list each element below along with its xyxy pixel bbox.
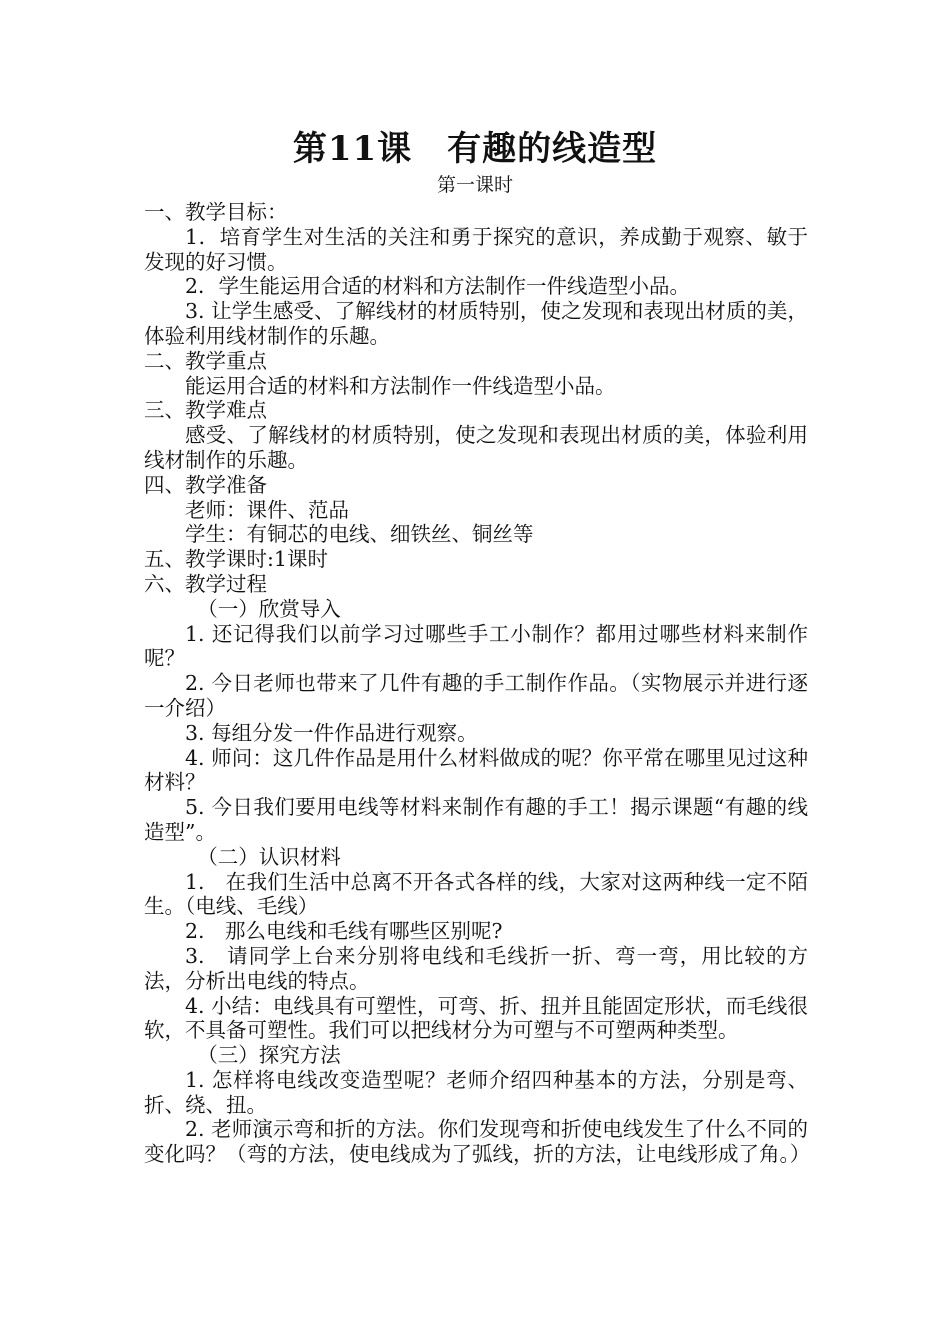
body-paragraph: 3. 每组分发一件作品进行观察。 [185,720,478,745]
body-paragraph: 1. 在我们生活中总离不开各式各样的线，大家对这两种线一定不陌生。（电线、毛线） [144,869,808,919]
section-heading: 六、教学过程 [144,571,267,596]
subsection-heading: （三）探究方法 [197,1043,341,1068]
body-paragraph: 学生：有铜芯的电线、细铁丝、铜丝等 [185,522,534,547]
section-heading: 五、教学课时:1课时 [144,547,328,572]
section-heading: 一、教学目标： [144,200,288,224]
body-paragraph: 5. 今日我们要用电线等材料来制作有趣的手工！揭示课题“有趣的线造型”。 [144,795,808,844]
lesson-title: 第11课 有趣的线造型 [292,129,658,169]
body-paragraph: 1. 怎样将电线改变造型呢？老师介绍四种基本的方法，分别是弯、折、绕、扭。 [144,1067,808,1117]
body-paragraph: 2. 那么电线和毛线有哪些区别呢? [185,919,503,944]
body-paragraph: 感受、了解线材的材质特别，使之发现和表现出材质的美，体验利用线材制作的乐趣。 [144,423,808,472]
body-paragraph: 4. 师问：这几件作品是用什么材料做成的呢？你平常在哪里见过这种材料？ [144,745,808,795]
section-heading: 二、教学重点 [144,348,267,373]
body-paragraph: 1. 还记得我们以前学习过哪些手工小制作？都用过哪些材料来制作呢？ [144,621,808,671]
body-paragraph: 老师：课件、范品 [185,497,349,522]
subsection-heading: （一）欣赏导入 [197,596,341,621]
body-paragraph: 3. 让学生感受、了解线材的材质特别，使之发现和表现出材质的美，体验利用线材制作的乐趣。 [144,299,808,348]
body-paragraph: 3. 请同学上台来分别将电线和毛线折一折、弯一弯，用比较的方法，分析出电线的特点。 [144,943,808,993]
section-heading: 四、教学准备 [144,472,267,497]
subsection-heading: （二）认识材料 [197,844,341,869]
body-paragraph: 2. 今日老师也带来了几件有趣的手工制作作品。（实物展示并进行逐一介绍） [144,671,808,720]
body-paragraph: 能运用合适的材料和方法制作一件线造型小品。 [185,373,616,398]
body-paragraph: 2．学生能运用合适的材料和方法制作一件线造型小品。 [185,274,691,299]
lesson-subtitle: 第一课时 [436,174,513,196]
body-paragraph: 4. 小结：电线具有可塑性，可弯、折、扭并且能固定形状，而毛线很软，不具备可塑性。我们可以把线材分为可塑与不可塑两种类型。 [144,993,808,1043]
document-body [144,200,811,1167]
body-paragraph: 1．培育学生对生活的关注和勇于探究的意识，养成勤于观察、敏于发现的好习惯。 [144,224,808,274]
body-paragraph: 2. 老师演示弯和折的方法。你们发现弯和折使电线发生了什么不同的变化吗？（弯的方法，使电线成为了弧线，折的方法，让电线形成了角。） [144,1117,811,1167]
section-heading: 三、教学难点 [144,398,267,423]
